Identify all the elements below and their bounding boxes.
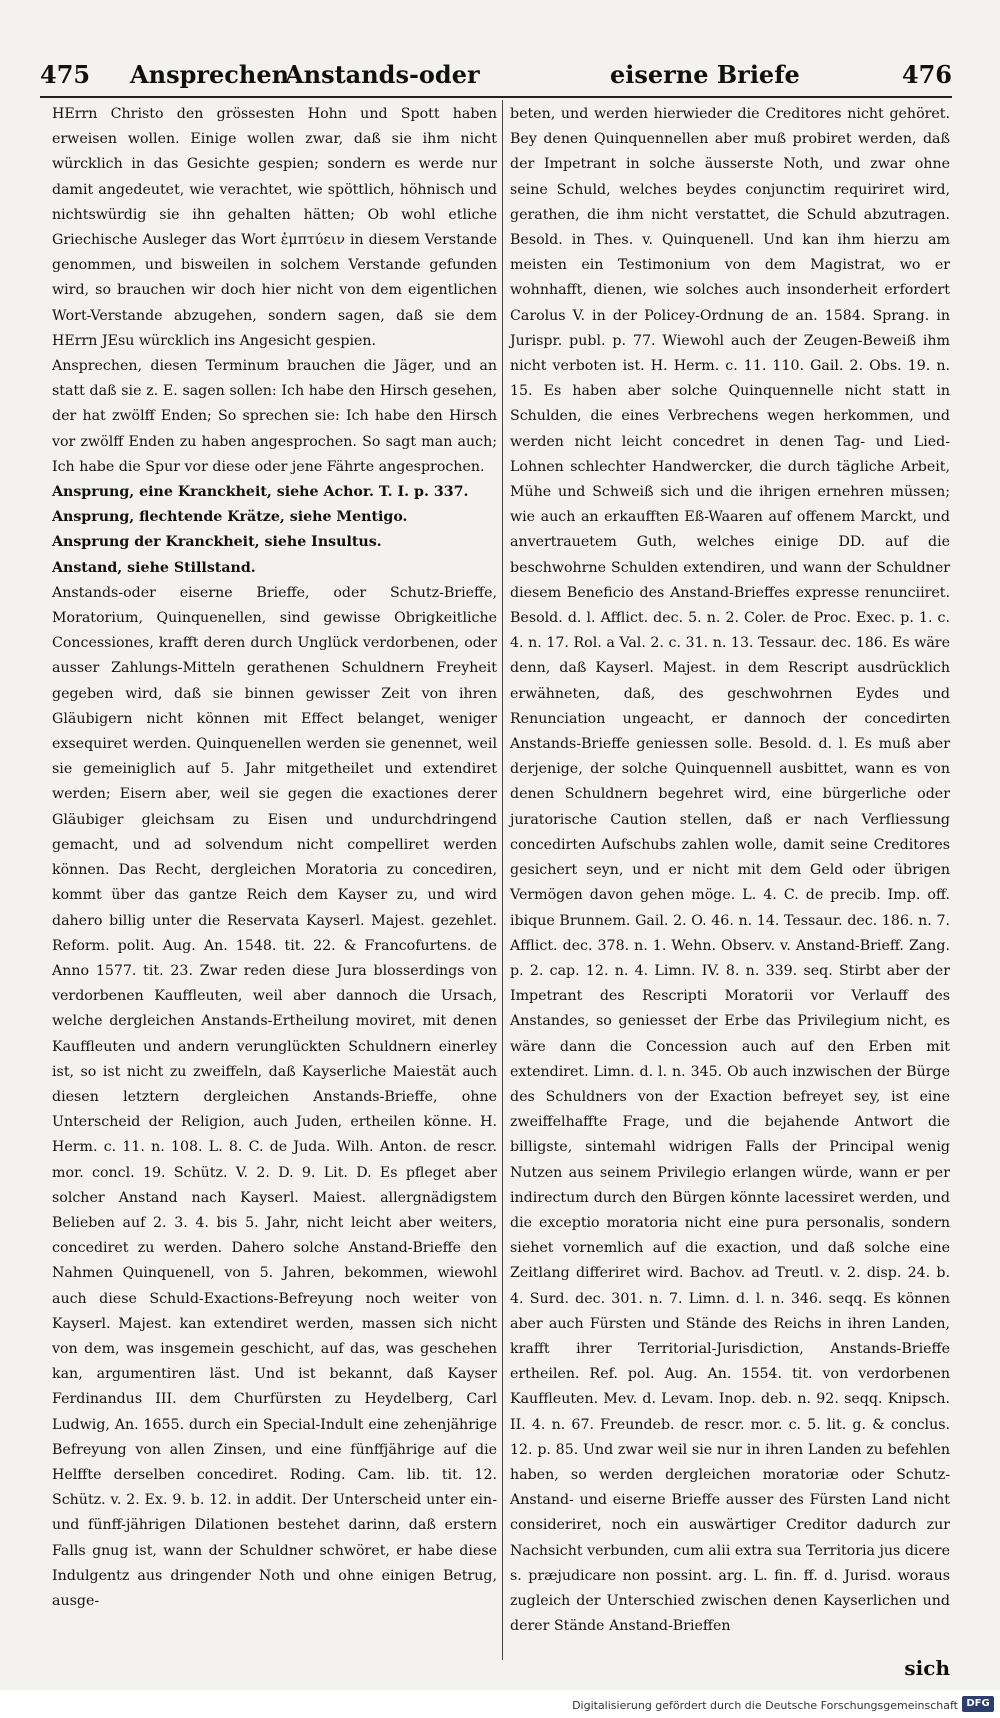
- footer-credit: Digitalisierung gefördert durch die Deutsche Forschungsgemeinschaft: [572, 1699, 958, 1712]
- page-number-left: 475: [40, 60, 91, 89]
- dfg-logo: DFG: [962, 1696, 994, 1712]
- header-word-ansprechen: Ansprechen: [130, 60, 290, 89]
- paragraph: beten, und werden hierwieder die Creditores nicht gehöret. Bey denen Quinquennellen aber muß probiret werden, daß der Impetrant in solche äusserste Noth, und zwar ohne seine Schuld, welches beydes conjunctim requiriret wird, gerathen, die ihm nicht verstattet, die Schuld abzutragen. Besold. in Thes. v. Quinquenell. Und kan ihm hierzu am meisten ein Testimonium von dem Magistrat, wo er wohnhafft, dienen, wie solches auch insonderheit erfordert Carolus V. in der Policey-Ordnung de an. 1584. Sprang. in Jurispr. publ. p. 77. Wiewohl auch der Zeugen-Beweiß ihm nicht verboten ist. H. Herm. c. 11. 110. Gail. 2. Obs. 19. n. 15. Es haben aber solche Quinquennelle nicht statt in Schulden, die eines Verbrechens wegen herkommen, und werden nicht leicht concedret in denen Tag- und Lied-Lohnen schlechter Handwercker, die durch tägliche Arbeit, Mühe und Schweiß sich und die ihrigen ernehren müssen; wie auch an erkaufften Eß-Waaren auf offenem Marckt, und anvertrauetem Guth, welches einige DD. auf die beschwohrne Schulden extendiren, und wann der Schuldner diesem Beneficio des Anstand-Brieffes expresse renunciiret. Besold. d. l. Afflict. dec. 5. n. 2. Coler. de Proc. Exec. p. 1. c. 4. n. 17. Rol. a Val. 2. c. 31. n. 13. Tessaur. dec. 186. Es wäre denn, daß Kayserl. Majest. in dem Rescript ausdrücklich erwähneten, daß, des geschwohrnen Eydes und Renunciation ungeacht, er dannoch der concedirten Anstands-Brieffe geniessen solle. Besold. d. l. Es muß aber derjenige, der solche Quinquennell ausbittet, wann es von denen Schuldnern begehret wird, eine bürgerliche oder juratorische Caution stellen, daß er nach Verfliessung concedirten Aufschubs zahlen wolle, damit seine Creditores gesichert seyn, und er nicht mit dem Geld oder übrigen Vermögen davon gehen möge. L. 4. C. de precib. Imp. off. ibique Brunnem. Gail. 2. O. 46. n. 14. Tessaur. dec. 186. n. 7. Afflict. dec. 378. n. 1. Wehn. Observ. v. Anstand-Brieff. Zang. p. 2. cap. 12. n. 4. Limn. IV. 8. n. 339. seq. Stirbt aber der Impetrant des Rescripti Moratorii vor Verlauff des Anstandes, so geniesset der Erbe das Privilegium nicht, es wäre dann die Concession auch auf den Erben mit extendiret. Limn. d. l. n. 345. Ob auch inzwischen der Bürge des Schuldners von der Exaction befreyet sey, ist eine zweiffelhaffte Frage, und die bejahende Antwort die billigste, sintemahl widrigen Falls der Principal wenig Nutzen aus seinem Privilegio erlangen würde, wann er per indirectum durch den Bürgen könnte lacessiret werden, und die exceptio moratoria nicht eine pura personalis, sondern siehet vornemlich auf die exaction, und daß solche eine Zeitlang differiret wird. Bachov. ad Treutl. v. 2. disp. 24. b. 4. Surd. dec. 301. n. 7. Limn. d. l. n. 346. seqq. Es können aber auch Fürsten und Stände des Reichs in ihren Landen, krafft ihrer Territorial-Jurisdiction, Anstands-Brieffe ertheilen. Ref. pol. Aug. An. 1554. tit. von verdorbenen Kauffleuten. Mev. d. Levam. Inop. deb. n. 92. seqq. Knipsch. II. 4. n. 67. Freundeb. de rescr. mor. c. 5. lit. g. & conclus. 12. p. 85. Und zwar weil sie nur in ihren Landen zu befehlen haben, so werden dergleichen moratoriæ oder Schutz-Anstand- und eiserne Brieffe ausser des Fürsten Land nicht consideriret, noch ein auswärtiger Creditor dadurch zur Nachsicht verbunden, cum alii extra sua Territoria jus dicere s. præjudicare non possint. arg. L. fin. ff. d. Jurisd. woraus zugleich der Unterschied zwischen denen Kayserlichen und derer Stände Anstand-Brieffen: [510, 106, 950, 1635]
- header-rule: [40, 96, 952, 98]
- running-header: [40, 60, 952, 96]
- header-word-eiserne-briefe: eiserne Briefe: [610, 60, 800, 89]
- header-word-anstands: Anstands-oder: [285, 60, 480, 89]
- entry-heading: Ansprung, flechtende Krätze, siehe Mentigo.: [52, 509, 408, 526]
- entry-heading: Ansprung der Kranckheit, siehe Insultus.: [52, 534, 382, 551]
- page-number-right: 476: [901, 60, 952, 89]
- left-column: [52, 102, 497, 1614]
- entry-heading: Anstand, siehe Stillstand.: [52, 559, 256, 576]
- entry-heading: Ansprung, eine Kranckheit, siehe Achor. T. I. p. 337.: [52, 484, 469, 501]
- catchword: sich: [904, 1656, 950, 1680]
- right-column: [510, 102, 950, 1639]
- paragraph: Anstands-oder eiserne Brieffe, oder Schutz-Brieffe, Moratorium, Quinquenellen, sind gewisse Obrigkeitliche Concessiones, krafft deren durch Unglück verdorbenen, oder ausser Zahlungs-Mitteln gerathenen Schuldnern Freyheit gegeben wird, daß sie binnen gewisser Zeit von ihren Gläubigern nicht können mit Effect belanget, weniger exsequiret werden. Quinquenellen werden sie genennet, weil sie gemeiniglich auf 5. Jahr mitgetheilet und extendiret werden; Eisern aber, weil sie gegen die exactiones derer Gläubiger gleichsam zu Eisen und undurchdringend gemacht, und ad solvendum nicht compelliret werden können. Das Recht, dergleichen Moratoria zu concediren, kommt über das gantze Reich dem Kayser zu, und wird dahero billig unter die Reservata Kayserl. Majest. gezehlet. Reform. polit. Aug. An. 1548. tit. 22. & Francofurtens. de Anno 1577. tit. 23. Zwar reden diese Jura blosserdings von verdorbenen Kauffleuten, weil aber dannoch die Ursach, welche dergleichen Anstands-Ertheilung moviret, mit denen Kauffleuten und andern verunglückten Schuldnern einerley ist, so ist nicht zu zweiffeln, daß Kayserliche Maiestät auch diesen letztern dergleichen Anstands-Brieffe, ohne Unterscheid der Religion, auch Juden, ertheilen könne. H. Herm. c. 11. n. 108. L. 8. C. de Juda. Wilh. Anton. de rescr. mor. concl. 19. Schütz. V. 2. D. 9. Lit. D. Es pfleget aber solcher Anstand nach Kayserl. Maiest. allergnädigstem Belieben auf 2. 3. 4. bis 5. Jahr, nicht leicht aber weiters, concediret zu werden. Dahero solche Anstand-Brieffe den Nahmen Quinquenell, von 5. Jahren, bekommen, wiewohl auch diese Schuld-Exactions-Befreyung noch weiter von Kayserl. Majest. kan extendiret werden, massen sich nicht von dem, was insgemein geschicht, auf das, was geschehen kan, argumentiren läst. Und ist bekannt, daß Kayser Ferdinandus III. dem Churfürsten zu Heydelberg, Carl Ludwig, An. 1655. durch ein Special-Indult eine zehenjährige Befreyung von allen Zinsen, und eine fünffjährige auf die Helffte derselben concediret. Roding. Cam. lib. tit. 12. Schütz. v. 2. Ex. 9. b. 12. in addit. Der Unterscheid unter ein- und fünff-jährigen Dilationen bestehet darinn, daß erstern Falls gnug ist, wann der Schuldner schwöret, er habe diese Indulgentz aus dringender Noth und ohne einigen Betrug, ausge-: [52, 584, 497, 1609]
- paragraph: Ansprechen, diesen Terminum brauchen die Jäger, und an statt daß sie z. E. sagen sollen: Ich habe den Hirsch gesehen, der hat zwölff Enden; So sprechen sie: Ich habe den Hirsch vor zwölff Enden zu haben angesprochen. So sagt man auch; Ich habe die Spur vor diese oder jene Fährte angesprochen.: [52, 358, 497, 475]
- footer-bar: [0, 1690, 1000, 1718]
- column-divider: [502, 100, 503, 1660]
- paragraph: HErrn Christo den grössesten Hohn und Spott haben erweisen wollen. Einige wollen zwar, daß sie ihm nicht würcklich in das Gesichte gespien; sondern es werde nur damit angedeutet, wie verachtet, wie spöttlich, höhnisch und nichtswürdig sie ihn gehalten hätten; Ob wohl etliche Griechische Ausleger das Wort ἐμπτύειν in diesem Verstande genommen, und bisweilen in solchem Verstande gefunden wird, so brauchen wir doch hier nicht von dem eigentlichen Wort-Verstande abzugehen, sondern sagen, daß sie dem HErrn JEsu würcklich ins Angesicht gespien.: [52, 106, 497, 349]
